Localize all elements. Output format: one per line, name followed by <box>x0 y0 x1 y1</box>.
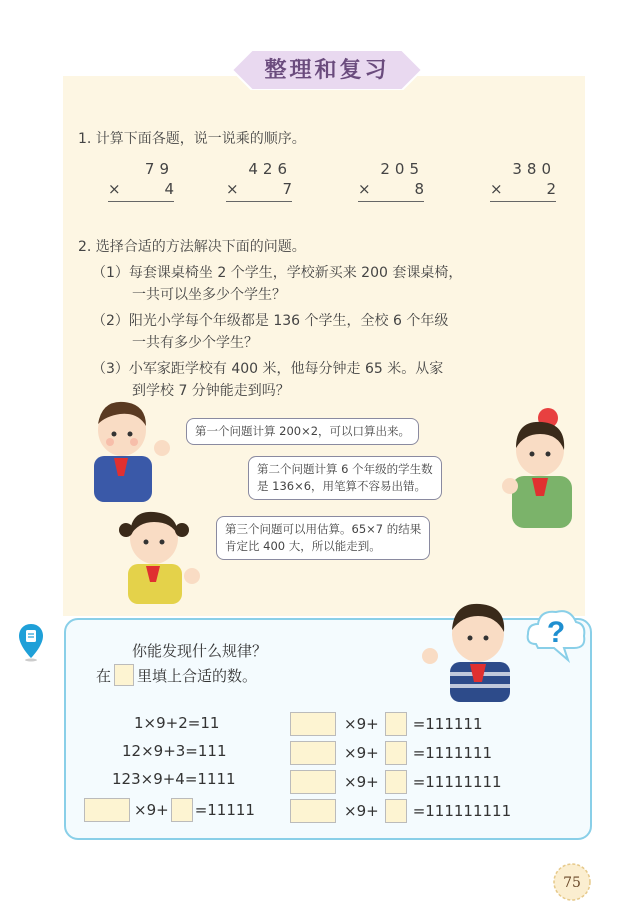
equation-right-2 <box>290 741 492 765</box>
blank-input-box[interactable] <box>290 770 336 794</box>
equation-right-4 <box>290 799 511 823</box>
blank-input-box[interactable] <box>290 712 336 736</box>
blank-input-box[interactable] <box>385 741 407 765</box>
equation-end: =11111 <box>194 801 255 819</box>
equation-end: =111111 <box>412 715 483 733</box>
equation-left-3: 123×9+4=1111 <box>112 770 236 788</box>
speech-bubble-2 <box>248 456 442 500</box>
speech-bubble-1: 第一个问题计算 200×2，可以口算出来。 <box>186 418 419 445</box>
equation-left-1: 1×9+2=11 <box>134 714 220 732</box>
blank-input-box[interactable] <box>84 798 130 822</box>
blank-input-box[interactable] <box>290 799 336 823</box>
q2-item-line: 一共有多少个学生？ <box>132 335 258 351</box>
mult-top: 79 <box>144 160 174 178</box>
blank-input-box[interactable] <box>385 770 407 794</box>
mult-bottom: 8 <box>414 180 424 198</box>
girl-illustration-left <box>112 502 208 606</box>
mult-sign: × <box>490 180 503 198</box>
question-cloud-icon <box>524 604 588 664</box>
mult-problem-1 <box>108 160 174 202</box>
mult-bottom: 4 <box>164 180 174 198</box>
discover-line-2-pre: 在 <box>96 666 112 685</box>
mult-bottom: 2 <box>546 180 556 198</box>
mult-sign: × <box>358 180 371 198</box>
boy-thinking-illustration <box>414 594 524 704</box>
q2-item-line: （2）阳光小学每个年级都是 136 个学生，全校 6 个年级 <box>92 313 449 329</box>
mult-top: 380 <box>512 160 556 178</box>
bubble-line: 肯定比 400 大，所以能走到。 <box>225 539 381 553</box>
title-banner <box>232 50 422 90</box>
q2-item-1 <box>92 262 462 306</box>
equation-left-2: 12×9+3=111 <box>122 742 227 760</box>
equation-left-4 <box>84 798 255 822</box>
q1-heading: 1. 计算下面各题，说一说乘的顺序。 <box>78 131 306 147</box>
blank-input-box[interactable] <box>290 741 336 765</box>
mult-problem-3 <box>358 160 424 202</box>
blank-input-box[interactable] <box>385 799 407 823</box>
equation-end: =1111111 <box>412 744 493 762</box>
page-title: 整理和复习 <box>264 57 390 83</box>
map-pin-icon[interactable] <box>18 622 44 662</box>
mult-sign: × <box>226 180 239 198</box>
q2-item-line: （3）小军家距学校有 400 米，他每分钟走 65 米。从家 <box>92 361 444 377</box>
equation-end: =11111111 <box>412 773 502 791</box>
question-mark: ? <box>546 616 566 649</box>
blank-box-sample <box>114 664 134 686</box>
q2-item-line: 一共可以坐多少个学生？ <box>132 287 286 303</box>
equation-right-1 <box>290 712 483 736</box>
q2-item-line: 到学校 7 分钟能走到吗？ <box>132 383 290 399</box>
bubble-line: 第二个问题计算 6 个年级的学生数 <box>257 462 433 476</box>
discover-line-2-post: 里填上合适的数。 <box>137 666 258 685</box>
equation-mid: ×9+ <box>344 715 379 733</box>
q2-item-2 <box>92 310 448 354</box>
q2-heading: 2. 选择合适的方法解决下面的问题。 <box>78 239 306 255</box>
equation-mid: ×9+ <box>134 801 169 819</box>
q2-item-line: （1）每套课桌椅坐 2 个学生，学校新买来 200 套课桌椅， <box>92 265 463 281</box>
bubble-line: 是 136×6，用笔算不容易出错。 <box>257 479 427 493</box>
mult-bottom: 7 <box>282 180 292 198</box>
boy-illustration <box>80 396 176 504</box>
discover-line-2 <box>96 664 257 686</box>
mult-problem-4 <box>490 160 556 202</box>
bubble-line: 第三个问题可以用估算。65×7 的结果 <box>225 522 422 536</box>
equation-mid: ×9+ <box>344 802 379 820</box>
mult-sign: × <box>108 180 121 198</box>
equation-right-3 <box>290 770 502 794</box>
speech-bubble-3 <box>216 516 430 560</box>
mult-top: 426 <box>248 160 292 178</box>
discover-line-1: 你能发现什么规律？ <box>132 642 268 660</box>
blank-input-box[interactable] <box>171 798 193 822</box>
girl-illustration-right <box>498 404 584 532</box>
equation-mid: ×9+ <box>344 773 379 791</box>
blank-input-box[interactable] <box>385 712 407 736</box>
mult-problem-2 <box>226 160 292 202</box>
page-number-badge <box>552 862 592 902</box>
equation-end: =111111111 <box>412 802 512 820</box>
equation-mid: ×9+ <box>344 744 379 762</box>
page-number: 75 <box>563 875 581 891</box>
mult-top: 205 <box>380 160 424 178</box>
